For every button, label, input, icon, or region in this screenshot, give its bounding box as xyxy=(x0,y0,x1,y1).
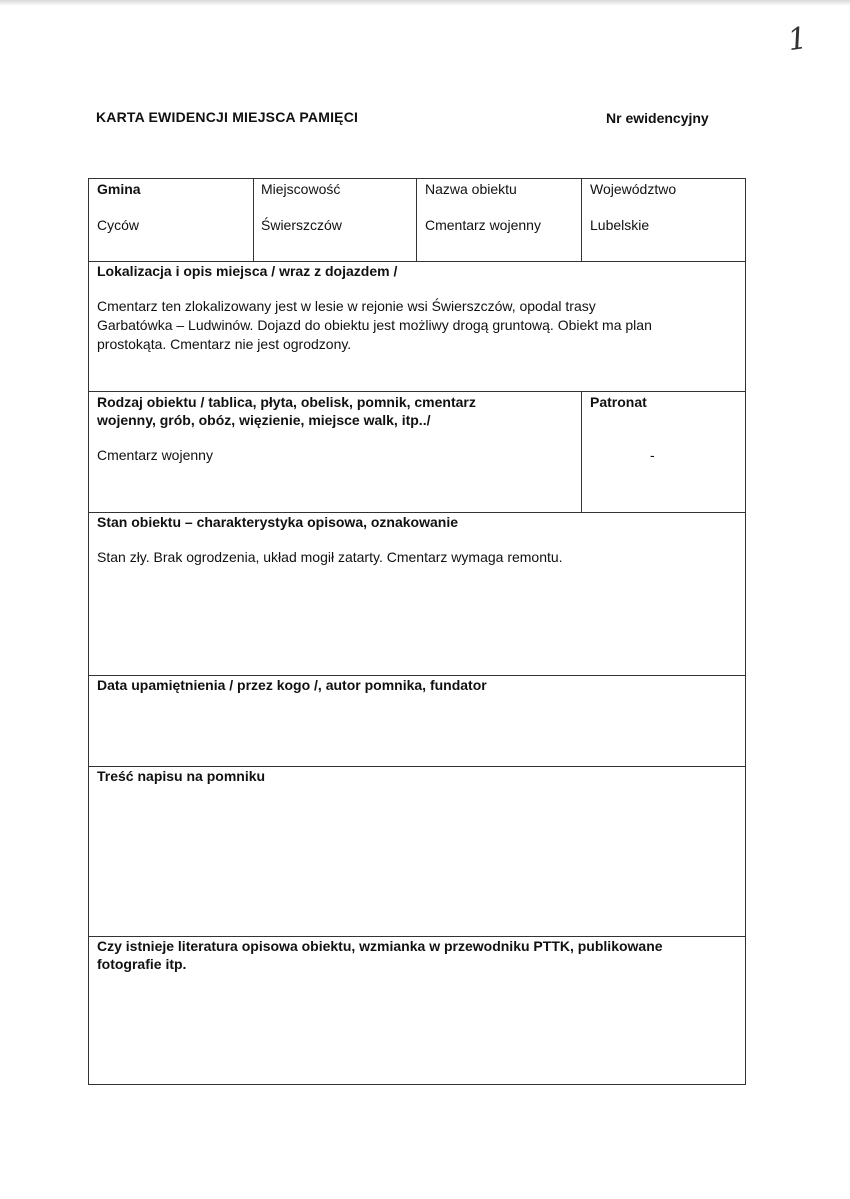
tresc-napisu-label: Treść napisu na pomniku xyxy=(97,768,266,784)
gmina-value: Cyców xyxy=(97,217,140,233)
nazwa-obiektu-value: Cmentarz wojenny xyxy=(425,217,541,233)
column-divider xyxy=(581,391,582,512)
data-upamietnienia-label: Data upamiętnienia / przez kogo /, autor pomnika, fundator xyxy=(97,677,487,693)
rodzaj-obiektu-label: Rodzaj obiektu / tablica, płyta, obelisk, pomnik, cmentarz xyxy=(97,394,476,410)
registry-number-label: Nr ewidencyjny xyxy=(606,110,709,126)
nazwa-obiektu-label: Nazwa obiektu xyxy=(425,181,517,197)
column-divider xyxy=(581,179,582,261)
wojewodztwo-value: Lubelskie xyxy=(590,217,650,233)
gmina-label: Gmina xyxy=(97,181,141,197)
literatura-label: fotografie itp. xyxy=(97,956,187,972)
stan-obiektu-label: Stan obiektu – charakterystyka opisowa, oznakowanie xyxy=(97,514,459,530)
lokalizacja-line: prostokąta. Cmentarz nie jest ogrodzony. xyxy=(97,336,352,352)
lokalizacja-label: Lokalizacja i opis miejsca / wraz z dojazdem / xyxy=(97,263,398,279)
miejscowosc-label: Miejscowość xyxy=(261,181,341,197)
miejscowosc-value: Świerszczów xyxy=(261,217,342,233)
patronat-value: - xyxy=(650,447,655,463)
stan-obiektu-value: Stan zły. Brak ogrodzenia, układ mogił zatarty. Cmentarz wymaga remontu. xyxy=(97,549,563,565)
literatura-label: Czy istnieje literatura opisowa obiektu, wzmianka w przewodniku PTTK, publikowane xyxy=(97,938,663,954)
patronat-label: Patronat xyxy=(590,394,647,410)
lokalizacja-line: Cmentarz ten zlokalizowany jest w lesie w rejonie wsi Świerszczów, opodal trasy xyxy=(97,298,596,314)
document-title: KARTA EWIDENCJI MIEJSCA PAMIĘCI xyxy=(96,109,359,125)
lokalizacja-line: Garbatówka – Ludwinów. Dojazd do obiektu jest możliwy drogą gruntową. Obiekt ma plan xyxy=(97,317,652,333)
rodzaj-obiektu-value: Cmentarz wojenny xyxy=(97,447,213,463)
handwritten-page-number: 1 xyxy=(785,20,810,59)
column-divider xyxy=(416,179,417,261)
rodzaj-obiektu-label: wojenny, grób, obóz, więzienie, miejsce walk, itp../ xyxy=(97,412,431,428)
column-divider xyxy=(253,179,254,261)
scan-edge xyxy=(0,0,850,6)
wojewodztwo-label: Województwo xyxy=(590,181,677,197)
row-divider xyxy=(89,391,745,392)
record-form-table xyxy=(88,178,746,1085)
